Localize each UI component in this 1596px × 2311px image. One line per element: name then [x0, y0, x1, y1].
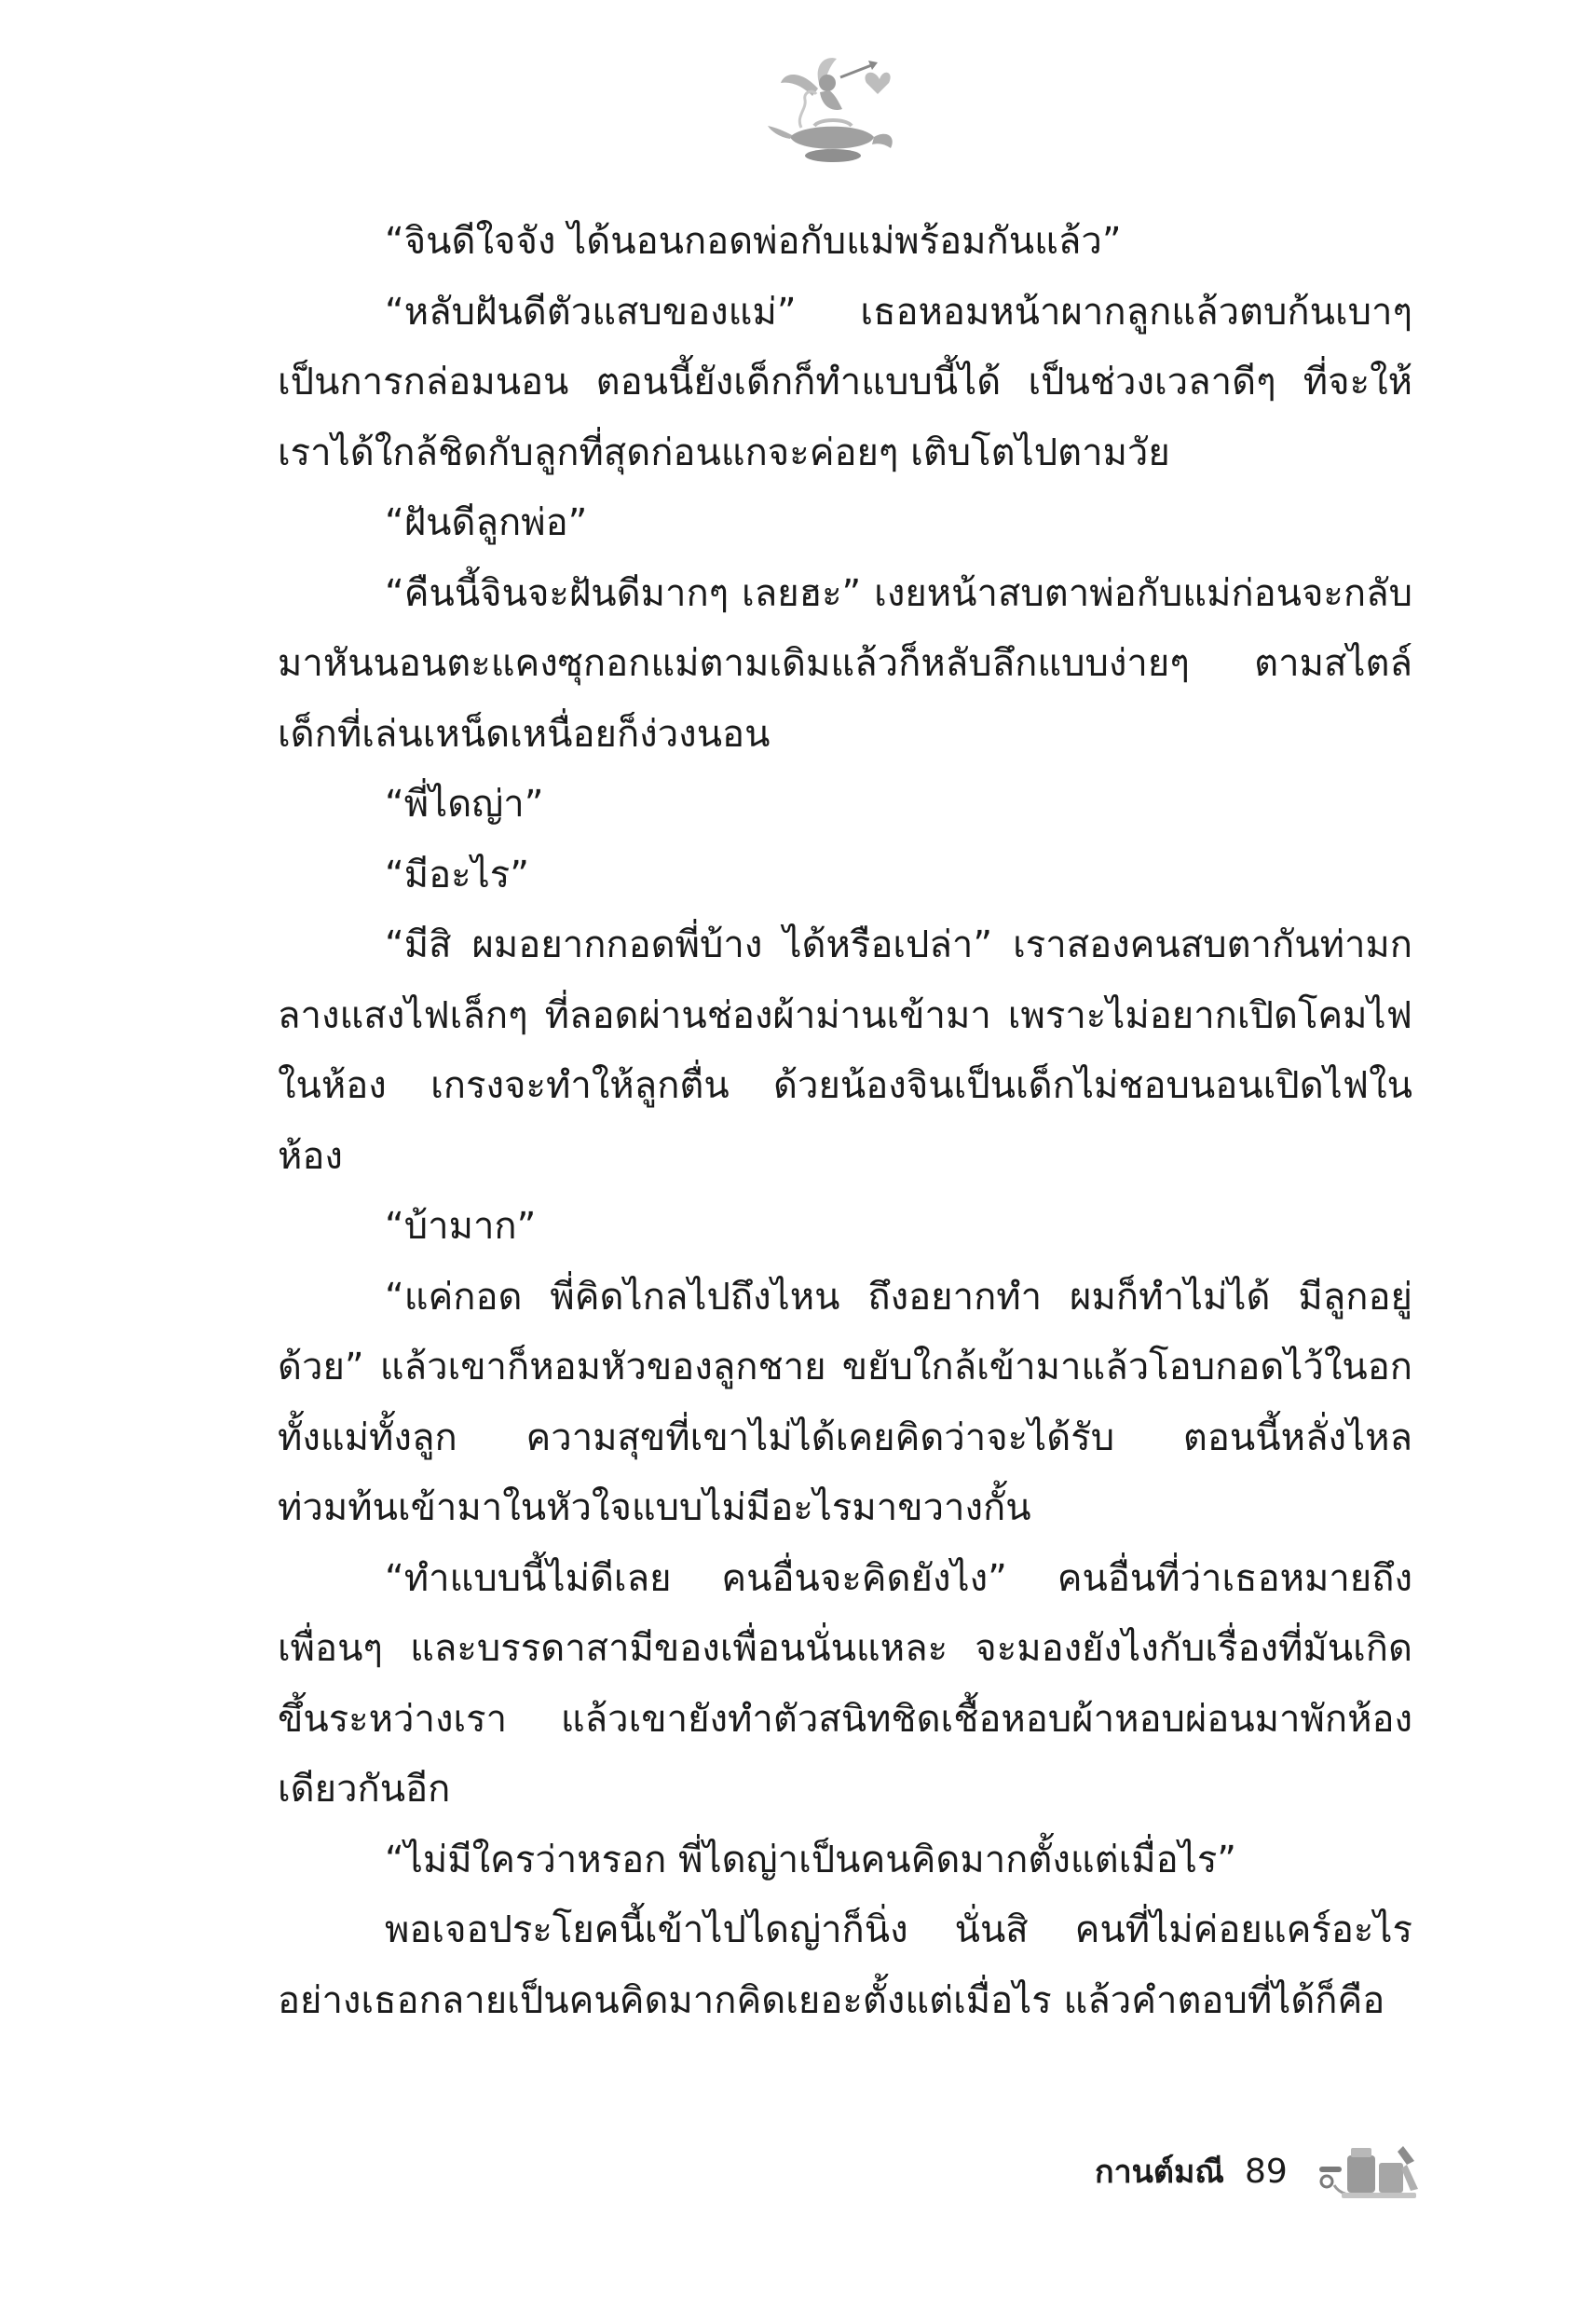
paragraph: “คืนนี้จินจะฝันดีมากๆ เลยฮะ” เงยหน้าสบตาพ่อกับแม่ก่อนจะกลับมาหันนอนตะแคงซุกอกแม่ตามเดิมแล้วก็หลับลึกแบบง่ายๆ ตามสไตล์เด็กที่เล่นเหน็ดเหนื่อยก็ง่วงนอน — [278, 571, 1412, 756]
paragraph: “ไม่มีใครว่าหรอก พี่ไดญ่าเป็นคนคิดมากตั้งแต่เมื่อไร” — [385, 1838, 1237, 1881]
paragraph: “ทำแบบนี้ไม่ดีเลย คนอื่นจะคิดยังไง” คนอื่นที่ว่าเธอหมายถึงเพื่อนๆ และบรรดาสามีของเพื่อนนั่นแหละ จะมองยังไงกับเรื่องที่มันเกิดขึ้นระหว่างเรา แล้วเขายังทำตัวสนิทชิดเชื้อหอบผ้าหอบผ่อนมาพักห้องเดียวกันอีก — [278, 1556, 1412, 1811]
paragraph: “ฝันดีลูกพ่อ” — [385, 501, 588, 544]
paragraph: “จินดีใจจัง ได้นอนกอดพ่อกับแม่พร้อมกันแล้ว” — [385, 220, 1122, 263]
paragraph: “มีอะไร” — [385, 853, 529, 896]
paragraph: พอเจอประโยคนี้เข้าไปไดญ่าก็นิ่ง นั่นสิ คนที่ไม่ค่อยแคร์อะไรอย่างเธอกลายเป็นคนคิดมากคิดเยอะตั้งแต่เมื่อไร แล้วคำตอบที่ได้ก็คือ — [278, 1908, 1412, 2022]
story-text — [278, 207, 1412, 2036]
paragraph: “มีสิ ผมอยากกอดพี่บ้าง ได้หรือเปล่า” เราสองคนสบตากันท่ามกลางแสงไฟเล็กๆ ที่ลอดผ่านช่องผ้าม่านเข้ามา เพราะไม่อยากเปิดโคมไฟในห้อง เกรงจะทำให้ลูกตื่น ด้วยน้องจินเป็นเด็กไม่ชอบนอนเปิดไฟในห้อง — [278, 923, 1412, 1178]
paragraph: “แค่กอด พี่คิดไกลไปถึงไหน ถึงอยากทำ ผมก็ทำไม่ได้ มีลูกอยู่ด้วย” แล้วเขาก็หอมหัวของลูกชาย ขยับใกล้เข้ามาแล้วโอบกอดไว้ในอกทั้งแม่ทั้งลูก ความสุขที่เขาไม่ได้เคยคิดว่าจะได้รับ ตอนนี้หลั่งไหลท่วมท้นเข้ามาในหัวใจแบบไม่มีอะไรมาขวางกั้น — [278, 1275, 1412, 1529]
cupid-teapot-icon — [764, 51, 904, 182]
drawing-tools-icon — [1314, 2139, 1425, 2204]
paragraph: “หลับฝันดีตัวแสบของแม่” เธอหอมหน้าผากลูกแล้วตบก้นเบาๆ เป็นการกล่อมนอน ตอนนี้ยังเด็กก็ทำแบบนี้ได้ เป็นช่วงเวลาดีๆ ที่จะให้เราได้ใกล้ชิดกับลูกที่สุดก่อนแกจะค่อยๆ เติบโตไปตามวัย — [278, 290, 1412, 474]
paragraph: “บ้ามาก” — [385, 1205, 537, 1248]
running-title: กานต์มณี — [1095, 2154, 1224, 2191]
page-footer — [1095, 2139, 1425, 2204]
paragraph: “พี่ไดญ่า” — [385, 783, 544, 826]
page-number: 89 — [1244, 2152, 1288, 2191]
